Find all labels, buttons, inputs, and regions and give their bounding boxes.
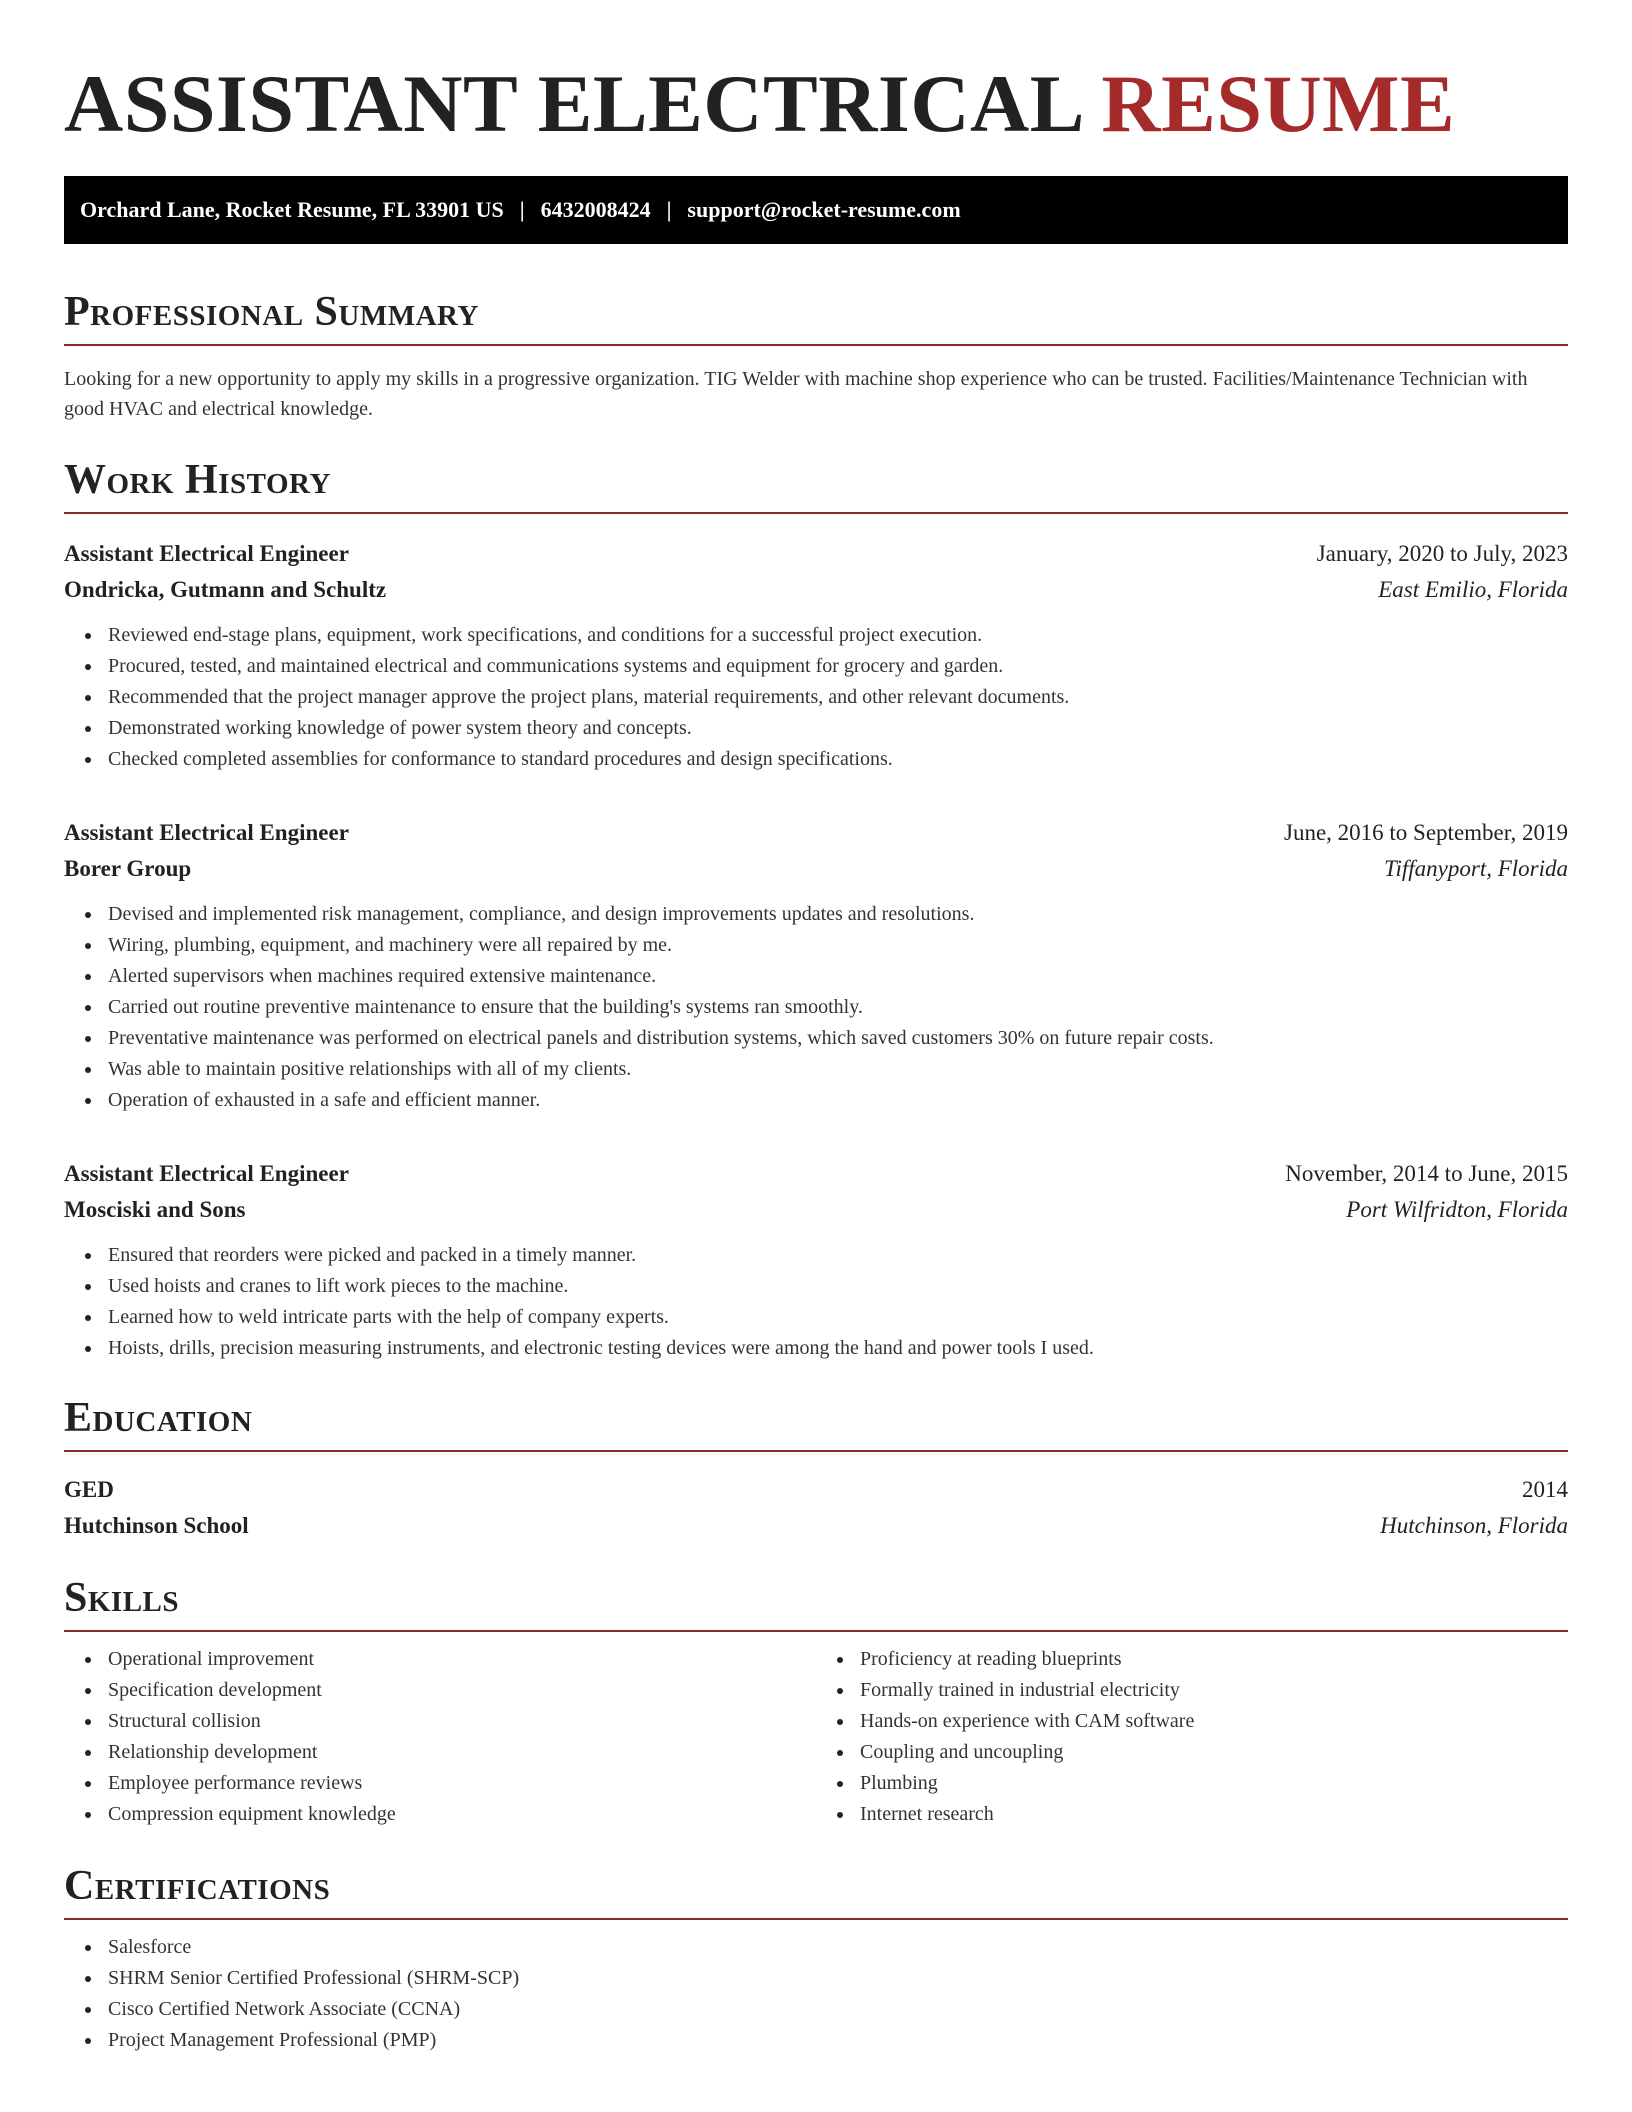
job-duty-item: Hoists, drills, precision measuring instruments, and electronic testing devices were among the hand and power tools I used. [108, 1333, 1568, 1364]
education-row-1 [64, 1472, 1568, 1508]
job-duty-item: Devised and implemented risk management, compliance, and design improvements updates and resolutions. [108, 899, 1568, 930]
job-location: Port Wilfridton, Florida [1346, 1197, 1568, 1222]
contact-bar [64, 176, 1568, 244]
job-location: Tiffanyport, Florida [1383, 856, 1568, 881]
education-heading: Education [64, 1394, 1568, 1452]
education-section [64, 1394, 1568, 1544]
education-row-2 [64, 1508, 1568, 1544]
skill-item: Plumbing [860, 1768, 1568, 1799]
job-duty-item: Procured, tested, and maintained electrical and communications systems and equipment for grocery and garden. [108, 651, 1568, 682]
certification-item: Cisco Certified Network Associate (CCNA) [108, 1994, 1568, 2025]
skill-item: Coupling and uncoupling [860, 1737, 1568, 1768]
job-duties-list [64, 1240, 1568, 1364]
job-dates: June, 2016 to September, 2019 [1284, 820, 1568, 845]
job-duty-item: Ensured that reorders were picked and packed in a timely manner. [108, 1240, 1568, 1271]
job-duty-item: Operation of exhausted in a safe and efficient manner. [108, 1085, 1568, 1116]
job-duty-item: Checked completed assemblies for conformance to standard procedures and design specifications. [108, 744, 1568, 775]
skill-item: Employee performance reviews [108, 1768, 816, 1799]
certification-item: Project Management Professional (PMP) [108, 2025, 1568, 2056]
education-year: 2014 [1522, 1477, 1568, 1502]
contact-separator: | [666, 197, 672, 222]
job-company: Mosciski and Sons [64, 1197, 246, 1222]
job-row-company [64, 572, 1568, 608]
skill-item: Specification development [108, 1675, 816, 1706]
job-row-title [64, 536, 1568, 572]
job-entry [64, 815, 1568, 1116]
skill-item: Proficiency at reading blueprints [860, 1644, 1568, 1675]
job-company: Ondricka, Gutmann and Schultz [64, 577, 387, 602]
job-duty-item: Was able to maintain positive relationships with all of my clients. [108, 1054, 1568, 1085]
skill-item: Formally trained in industrial electricity [860, 1675, 1568, 1706]
contact-phone: 6432008424 [540, 197, 651, 222]
certifications-heading: Certifications [64, 1862, 1568, 1920]
contact-address: Orchard Lane, Rocket Resume, FL 33901 US [80, 197, 504, 222]
job-duty-item: Demonstrated working knowledge of power system theory and concepts. [108, 713, 1568, 744]
skills-list-left [64, 1644, 816, 1830]
skill-item: Compression equipment knowledge [108, 1799, 816, 1830]
certification-item: Salesforce [108, 1932, 1568, 1963]
job-row-company [64, 1192, 1568, 1228]
skill-item: Structural collision [108, 1706, 816, 1737]
skill-item: Operational improvement [108, 1644, 816, 1675]
job-duty-item: Learned how to weld intricate parts with the help of company experts. [108, 1302, 1568, 1333]
job-duty-item: Used hoists and cranes to lift work pieces to the machine. [108, 1271, 1568, 1302]
summary-text: Looking for a new opportunity to apply my skills in a progressive organization. TIG Welder with machine shop experience who can be trusted. Facilities/Maintenance Technician with good HVAC and electrical knowledge. [64, 368, 1528, 420]
title-accent: RESUME [1101, 58, 1456, 149]
job-entry [64, 536, 1568, 775]
work-history-section [64, 456, 1568, 1364]
education-entry [64, 1472, 1568, 1544]
job-row-title [64, 815, 1568, 851]
summary-heading: Professional Summary [64, 288, 1568, 346]
skills-list-right [816, 1644, 1568, 1830]
education-location: Hutchinson, Florida [1380, 1513, 1568, 1538]
skills-section [64, 1574, 1568, 1830]
skills-column-left [64, 1644, 816, 1830]
skills-grid [64, 1644, 1568, 1830]
job-duty-item: Wiring, plumbing, equipment, and machinery were all repaired by me. [108, 930, 1568, 961]
job-duty-item: Recommended that the project manager approve the project plans, material requirements, and other relevant documents. [108, 682, 1568, 713]
job-title: Assistant Electrical Engineer [64, 541, 349, 566]
title-main: ASSISTANT ELECTRICAL [64, 58, 1081, 149]
job-company: Borer Group [64, 856, 192, 881]
job-row-company [64, 851, 1568, 887]
job-location: East Emilio, Florida [1378, 577, 1568, 602]
job-row-title [64, 1156, 1568, 1192]
certifications-section [64, 1862, 1568, 2056]
job-title: Assistant Electrical Engineer [64, 1161, 349, 1186]
skills-column-right [816, 1644, 1568, 1830]
job-duties-list [64, 899, 1568, 1116]
certification-item: SHRM Senior Certified Professional (SHRM-SCP) [108, 1963, 1568, 1994]
work-history-heading: Work History [64, 456, 1568, 514]
job-duty-item: Alerted supervisors when machines required extensive maintenance. [108, 961, 1568, 992]
job-duty-item: Preventative maintenance was performed on electrical panels and distribution systems, which saved customers 30% on future repair costs. [108, 1023, 1568, 1054]
skill-item: Hands-on experience with CAM software [860, 1706, 1568, 1737]
certifications-list [64, 1932, 1568, 2056]
skill-item: Internet research [860, 1799, 1568, 1830]
job-duty-item: Reviewed end-stage plans, equipment, work specifications, and conditions for a successful project execution. [108, 620, 1568, 651]
job-list [64, 536, 1568, 1364]
job-dates: November, 2014 to June, 2015 [1285, 1161, 1568, 1186]
education-degree: GED [64, 1477, 114, 1502]
summary-section [64, 288, 1568, 424]
job-duties-list [64, 620, 1568, 775]
job-duty-item: Carried out routine preventive maintenance to ensure that the building's systems ran smoothly. [108, 992, 1568, 1023]
job-dates: January, 2020 to July, 2023 [1316, 541, 1568, 566]
contact-email: support@rocket-resume.com [687, 197, 961, 222]
job-entry [64, 1156, 1568, 1364]
education-school: Hutchinson School [64, 1513, 249, 1538]
contact-separator: | [519, 197, 525, 222]
resume-title [64, 60, 1568, 148]
job-title: Assistant Electrical Engineer [64, 820, 349, 845]
skill-item: Relationship development [108, 1737, 816, 1768]
skills-heading: Skills [64, 1574, 1568, 1632]
